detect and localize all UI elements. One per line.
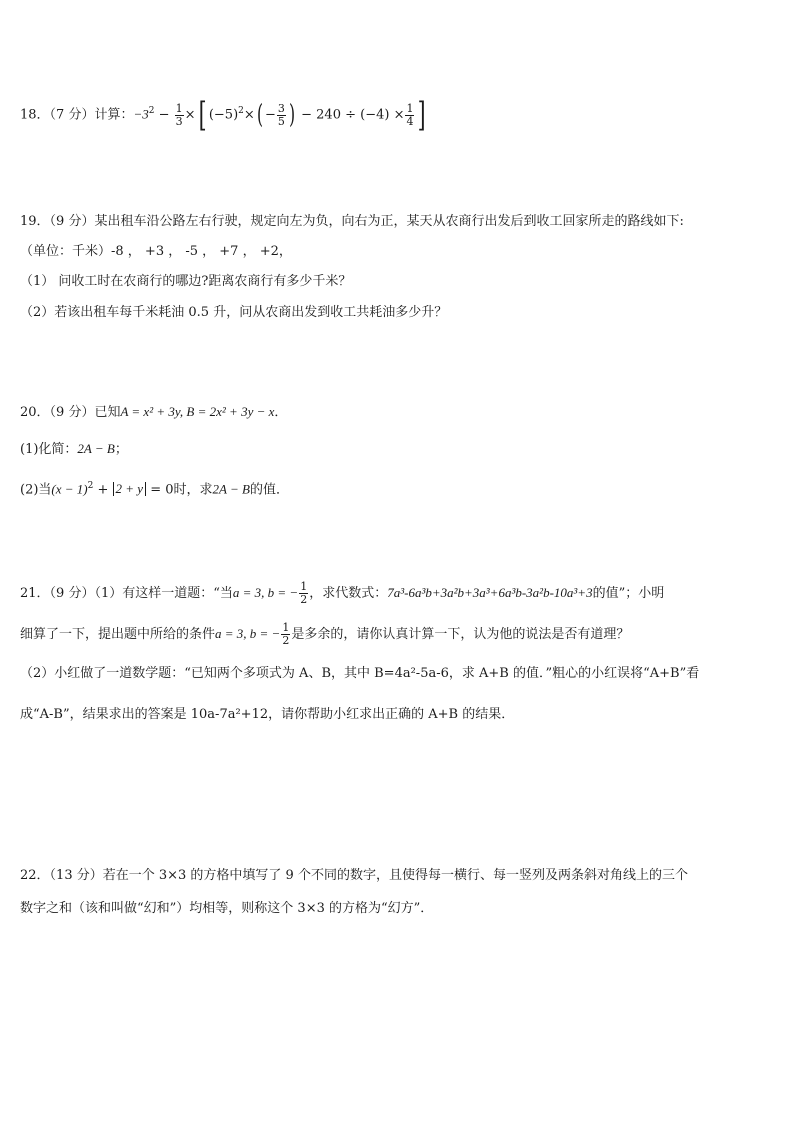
question-18 xyxy=(20,95,429,135)
q21-l1-fraction: $\frac{1}{2}$ xyxy=(300,580,308,606)
q18-neg5: (−5) xyxy=(208,107,239,123)
q21-l2-end: 是多余的，请你认真计算一下，认为他的说法是否有道理？ xyxy=(291,627,630,642)
q20-part2-eq: = 0 xyxy=(146,482,174,498)
q20-line-1 xyxy=(20,403,287,422)
q18-times-2: × xyxy=(243,107,255,123)
q20-prefix: 20．（9 分）已知 xyxy=(20,405,121,420)
q20-expression: A = x² + 3y, B = 2x² + 3y − x xyxy=(120,404,275,419)
q22-line-1: 22．（13 分）若在一个 3×3 的方格中填写了 9 个不同的数字，且使得每一横行、每一竖列及两条斜对角线上的三个 xyxy=(20,868,688,883)
q21-line-1 xyxy=(20,581,664,606)
q18-fraction-3: $\frac{1}{4}$ xyxy=(406,101,414,128)
q21-l1-end: 的值”；小明 xyxy=(592,586,665,601)
q20-part2-paren: (x − 1) xyxy=(51,481,88,497)
q18-term1: −3 xyxy=(133,106,149,122)
q20-part-2 xyxy=(20,477,289,499)
q20-suffix: ． xyxy=(274,405,288,420)
q18-right-paren: ) xyxy=(288,100,295,130)
q21-line-2 xyxy=(20,622,629,647)
q18-minus: − xyxy=(158,107,170,123)
q19-line-1: 19．（9 分）某出租车沿公路左右行驶，规定向左为负，向右为正，某天从农商行出发后到收工回家所走的路线如下: xyxy=(20,214,684,229)
q18-prefix: 18．（7 分）计算： xyxy=(20,107,134,123)
q20-part1-suffix: ； xyxy=(114,442,128,457)
q21-l1-mid: ，求代数式： xyxy=(309,586,388,601)
q18-left-bracket: [ xyxy=(198,95,207,135)
q21-l2-fraction: $\frac{1}{2}$ xyxy=(282,621,290,647)
q21-l1-expression: 7a³-6a³b+3a²b+3a³+6a³b-3a²b-10a³+3 xyxy=(387,585,593,600)
q18-term1-exp: 2 xyxy=(148,106,155,117)
q20-part-1 xyxy=(20,440,128,459)
q18-rest: − 240 ÷ (−4) × xyxy=(301,107,405,123)
q20-part2-exp: 2 xyxy=(87,481,94,491)
q18-neg5-exp: 2 xyxy=(238,106,244,117)
q20-part2-abs: 2 + y xyxy=(113,482,147,496)
q18-fraction-2: $\frac{3}{5}$ xyxy=(277,101,285,128)
q20-part1-prefix: (1)化简： xyxy=(20,442,78,457)
q21-l2-prefix: 细算了一下，提出题中所给的条件 xyxy=(20,627,216,642)
q18-left-paren: ( xyxy=(256,100,263,130)
q18-neg-sign: − xyxy=(264,107,276,123)
q19-line-4: （2）若该出租车每千米耗油 0.5 升，问从农商出发到收工共耗油多少升？ xyxy=(20,305,448,320)
q18-times: × xyxy=(184,107,196,123)
q20-part2-expr: 2A − B xyxy=(212,481,250,497)
q20-part2-end: 的值． xyxy=(249,482,289,498)
q20-part1-expr: 2A − B xyxy=(77,441,115,456)
q18-right-bracket: ] xyxy=(418,95,427,135)
q20-part2-mid: 时，求 xyxy=(173,482,213,498)
q21-l1-condition: a = 3, b = − xyxy=(232,585,299,600)
q20-part2-plus: + xyxy=(93,482,113,498)
q18-fraction-1: $\frac{1}{3}$ xyxy=(175,101,183,128)
q22-line-2: 数字之和（该和叫做“幻和”）均相等，则称这个 3×3 的方格为“幻方”． xyxy=(20,901,434,916)
q21-line-3: （2）小红做了一道数学题：“已知两个多项式为 A、B，其中 B=4a²-5a-6，求 A+B 的值．”粗心的小红误将“A+B”看 xyxy=(20,666,700,681)
q21-line-4: 成“A-B”，结果求出的答案是 10a-7a²+12，请你帮助小红求出正确的 A+B 的结果． xyxy=(20,707,515,722)
q21-l1-prefix: 21．（9 分）（1）有这样一道题：“当 xyxy=(20,586,233,601)
q19-line-3: （1） 问收工时在农商行的哪边?距离农商行有多少千米？ xyxy=(20,274,352,289)
q20-part2-prefix: (2)当 xyxy=(20,482,52,498)
q21-l2-condition: a = 3, b = − xyxy=(215,626,281,641)
q19-line-2: （单位：千米）-8 ， +3 ， -5 ， +7 ， +2， xyxy=(20,244,292,259)
